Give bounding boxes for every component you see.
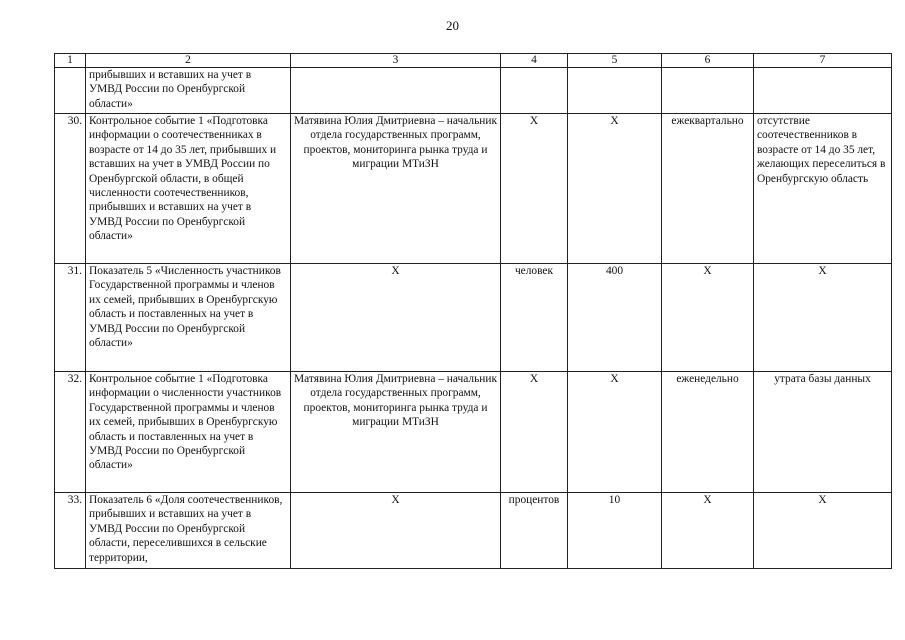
- risk: Х: [754, 264, 892, 372]
- risk: [754, 68, 892, 114]
- row-number: 32.: [55, 372, 86, 493]
- event-name: прибывших и вставших на учет в УМВД России по Оренбургской области»: [86, 68, 291, 114]
- periodicity: еженедельно: [662, 372, 754, 493]
- event-name: Контрольное событие 1 «Подготовка информации о численности участников Государственной программы и членов их семей, прибывших в Оренбургскую область и поставленных на учет в УМВД России по Оренбургской области»: [86, 372, 291, 493]
- column-header: 2: [86, 54, 291, 68]
- unit: Х: [501, 372, 568, 493]
- table-row: [55, 372, 892, 493]
- row-number: 30.: [55, 114, 86, 264]
- risk: утрата базы данных: [754, 372, 892, 493]
- page-number: 20: [446, 18, 459, 33]
- responsible-person: Матявина Юлия Дмитриевна – начальник отдела государственных программ, проектов, мониторинга рынка труда и миграции МТиЗН: [291, 114, 501, 264]
- row-number: 31.: [55, 264, 86, 372]
- risk: отсутствие соотечественников в возрасте от 14 до 35 лет, желающих переселиться в Оренбургскую область: [754, 114, 892, 264]
- target-value: Х: [568, 372, 662, 493]
- row-number: [55, 68, 86, 114]
- risk: Х: [754, 493, 892, 569]
- periodicity: Х: [662, 493, 754, 569]
- column-header: 4: [501, 54, 568, 68]
- row-number: 33.: [55, 493, 86, 569]
- column-header: 7: [754, 54, 892, 68]
- event-name: Показатель 5 «Численность участников Государственной программы и членов их семей, прибывших в Оренбургскую область и поставленных на учет в УМВД России по Оренбургской области»: [86, 264, 291, 372]
- unit: человек: [501, 264, 568, 372]
- plan-table: [54, 53, 892, 569]
- responsible-person: Матявина Юлия Дмитриевна – начальник отдела государственных программ, проектов, мониторинга рынка труда и миграции МТиЗН: [291, 372, 501, 493]
- periodicity: [662, 68, 754, 114]
- unit: процентов: [501, 493, 568, 569]
- event-name: Контрольное событие 1 «Подготовка информации о соотечественниках в возрасте от 14 до 35 лет, прибывших и вставших на учет в УМВД России по Оренбургской области, в общей численности соотечественников, прибывших и вставших на учет в УМВД России по Оренбургской области»: [86, 114, 291, 264]
- column-header: 3: [291, 54, 501, 68]
- header-row: [55, 54, 892, 68]
- target-value: Х: [568, 114, 662, 264]
- table-row: [55, 264, 892, 372]
- periodicity: ежеквартально: [662, 114, 754, 264]
- unit: Х: [501, 114, 568, 264]
- responsible-person: Х: [291, 493, 501, 569]
- periodicity: Х: [662, 264, 754, 372]
- table-row: [55, 68, 892, 114]
- target-value: [568, 68, 662, 114]
- responsible-person: Х: [291, 264, 501, 372]
- unit: [501, 68, 568, 114]
- event-name: Показатель 6 «Доля соотечественников, прибывших и вставших на учет в УМВД России по Оренбургской области, переселившихся в сельские территории,: [86, 493, 291, 569]
- column-header: 1: [55, 54, 86, 68]
- column-header: 6: [662, 54, 754, 68]
- responsible-person: [291, 68, 501, 114]
- table-row: [55, 114, 892, 264]
- target-value: 10: [568, 493, 662, 569]
- column-header: 5: [568, 54, 662, 68]
- target-value: 400: [568, 264, 662, 372]
- table-row: [55, 493, 892, 569]
